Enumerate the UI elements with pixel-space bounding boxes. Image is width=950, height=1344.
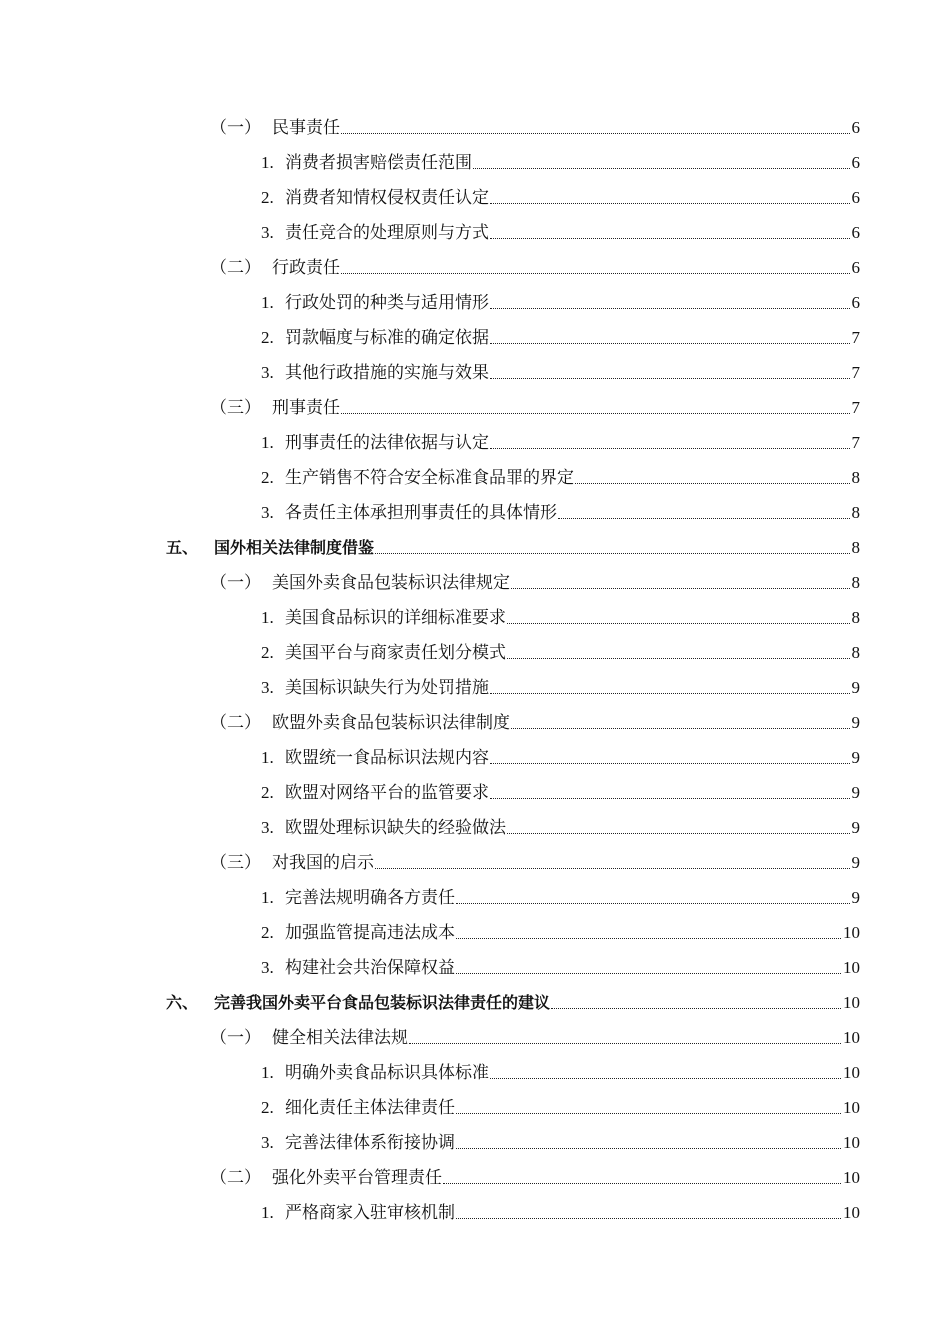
toc-entry-label — [210, 853, 852, 873]
toc-entry-label — [261, 783, 852, 803]
dot-leader — [456, 903, 850, 904]
toc-entry-number: 2. — [261, 783, 274, 802]
toc-entry-title: 行政责任 — [272, 258, 340, 278]
dot-leader — [409, 1043, 841, 1044]
toc-entry[interactable] — [0, 143, 950, 178]
dot-leader — [456, 1148, 841, 1149]
toc-entry-label — [261, 153, 852, 173]
toc-entry-title: 细化责任主体法律责任 — [285, 1098, 455, 1118]
toc-entry-page-number: 6 — [851, 118, 860, 137]
dot-leader — [558, 518, 850, 519]
dot-leader — [341, 133, 850, 134]
toc-entry-label — [261, 503, 852, 523]
toc-entry-page-number: 8 — [851, 573, 860, 592]
toc-entry-label — [261, 433, 852, 453]
toc-entry-title: 完善我国外卖平台食品包装标识法律责任的建议 — [214, 993, 551, 1012]
toc-entry-number: 2. — [261, 188, 274, 207]
toc-entry-title: 欧盟外卖食品包装标识法律制度 — [272, 713, 510, 733]
toc-entry-title: 其他行政措施的实施与效果 — [285, 363, 489, 383]
dot-leader — [490, 448, 850, 449]
dot-leader — [473, 168, 850, 169]
toc-entry-page-number: 10 — [843, 1028, 860, 1047]
toc-entry[interactable] — [0, 528, 950, 563]
toc-entry-label — [261, 1203, 843, 1223]
dot-leader — [511, 728, 850, 729]
toc-entry-number: 3. — [261, 678, 274, 697]
toc-entry-number: 2. — [261, 923, 274, 942]
toc-entry-title: 民事责任 — [272, 118, 340, 138]
toc-entry-number: （一） — [210, 573, 261, 593]
toc-entry-label — [261, 293, 852, 313]
toc-entry[interactable] — [0, 108, 950, 143]
toc-entry-number: （一） — [210, 1028, 261, 1048]
toc-entry-page-number: 10 — [843, 1133, 860, 1152]
toc-entry-label — [261, 958, 843, 978]
toc-entry[interactable] — [0, 808, 950, 843]
toc-entry[interactable] — [0, 458, 950, 493]
toc-entry-page-number: 8 — [851, 643, 860, 662]
toc-entry[interactable] — [0, 773, 950, 808]
toc-entry-number: 1. — [261, 1063, 274, 1082]
toc-entry-page-number: 8 — [851, 538, 860, 557]
toc-entry-label — [166, 993, 843, 1013]
dot-leader — [375, 553, 849, 554]
dot-leader — [507, 623, 850, 624]
toc-entry-number: 1. — [261, 433, 274, 452]
dot-leader — [490, 238, 850, 239]
toc-entry-page-number: 7 — [851, 363, 860, 382]
toc-entry-number: （三） — [210, 398, 261, 418]
toc-entry-title: 美国标识缺失行为处罚措施 — [285, 678, 489, 698]
toc-entry-number: 1. — [261, 293, 274, 312]
toc-entry[interactable] — [0, 633, 950, 668]
toc-entry-number: 1. — [261, 1203, 274, 1222]
dot-leader — [507, 833, 850, 834]
toc-entry-number: 3. — [261, 223, 274, 242]
toc-entry-number: 3. — [261, 1133, 274, 1152]
toc-entry-title: 明确外卖食品标识具体标准 — [285, 1063, 489, 1083]
toc-entry-page-number: 9 — [851, 783, 860, 802]
toc-entry[interactable] — [0, 843, 950, 878]
toc-entry[interactable] — [0, 563, 950, 598]
toc-entry-number: 3. — [261, 958, 274, 977]
toc-entry[interactable] — [0, 388, 950, 423]
toc-entry-title: 刑事责任的法律依据与认定 — [285, 433, 489, 453]
toc-entry-title: 罚款幅度与标准的确定依据 — [285, 328, 489, 348]
dot-leader — [375, 868, 850, 869]
toc-entry-title: 构建社会共治保障权益 — [285, 958, 455, 978]
toc-entry-page-number: 6 — [851, 188, 860, 207]
dot-leader — [490, 343, 850, 344]
toc-entry-title: 美国平台与商家责任划分模式 — [285, 643, 506, 663]
dot-leader — [456, 1113, 841, 1114]
toc-entry-label — [261, 1098, 843, 1118]
toc-entry-page-number: 10 — [843, 993, 860, 1012]
toc-entry-number: 2. — [261, 328, 274, 347]
toc-entry[interactable] — [0, 703, 950, 738]
toc-entry-title: 美国外卖食品包装标识法律规定 — [272, 573, 510, 593]
toc-entry-page-number: 9 — [851, 713, 860, 732]
toc-entry-page-number: 7 — [851, 328, 860, 347]
toc-entry[interactable] — [0, 668, 950, 703]
toc-entry-page-number: 9 — [851, 853, 860, 872]
toc-entry-number: 1. — [261, 608, 274, 627]
dot-leader — [490, 1078, 841, 1079]
toc-entry-title: 强化外卖平台管理责任 — [272, 1168, 442, 1188]
dot-leader — [490, 798, 850, 799]
toc-entry-title: 责任竞合的处理原则与方式 — [285, 223, 489, 243]
toc-entry-page-number: 10 — [843, 1168, 860, 1187]
toc-entry-label — [210, 258, 852, 278]
toc-entry[interactable] — [0, 493, 950, 528]
toc-entry-label — [261, 923, 843, 943]
toc-entry-label — [210, 1168, 843, 1188]
toc-entry-page-number: 6 — [851, 293, 860, 312]
toc-entry[interactable] — [0, 598, 950, 633]
dot-leader — [507, 658, 850, 659]
toc-entry[interactable] — [0, 1123, 950, 1158]
toc-entry[interactable] — [0, 423, 950, 458]
toc-entry-label — [261, 643, 852, 663]
toc-entry-number: 六、 — [166, 993, 199, 1012]
toc-entry[interactable] — [0, 878, 950, 913]
toc-entry-label — [210, 398, 852, 418]
toc-entry-page-number: 9 — [851, 678, 860, 697]
toc-entry-number: （二） — [210, 258, 261, 278]
toc-entry-number: 3. — [261, 818, 274, 837]
toc-entry-page-number: 8 — [851, 468, 860, 487]
dot-leader — [490, 308, 850, 309]
toc-entry-label — [261, 678, 852, 698]
toc-entry-number: 1. — [261, 153, 274, 172]
toc-entry[interactable] — [0, 213, 950, 248]
toc-entry[interactable] — [0, 1158, 950, 1193]
toc-entry-title: 各责任主体承担刑事责任的具体情形 — [285, 503, 557, 523]
toc-entry-label — [210, 1028, 843, 1048]
toc-entry-title: 刑事责任 — [272, 398, 340, 418]
toc-entry-label — [261, 1133, 843, 1153]
toc-entry-label — [261, 818, 852, 838]
toc-entry[interactable] — [0, 318, 950, 353]
toc-entry-number: 五、 — [166, 538, 199, 557]
toc-entry-title: 行政处罚的种类与适用情形 — [285, 293, 489, 313]
toc-entry-page-number: 7 — [851, 433, 860, 452]
toc-entry-title: 美国食品标识的详细标准要求 — [285, 608, 506, 628]
toc-entry-page-number: 9 — [851, 888, 860, 907]
toc-entry-title: 严格商家入驻审核机制 — [285, 1203, 455, 1223]
toc-entry-label — [261, 1063, 843, 1083]
toc-entry[interactable] — [0, 353, 950, 388]
dot-leader — [456, 973, 841, 974]
toc-entry-label — [166, 538, 852, 558]
toc-entry-title: 欧盟对网络平台的监管要求 — [285, 783, 489, 803]
dot-leader — [456, 1218, 841, 1219]
dot-leader — [575, 483, 850, 484]
toc-entry-page-number: 6 — [851, 153, 860, 172]
toc-entry-number: （二） — [210, 1168, 261, 1188]
toc-entry[interactable] — [0, 913, 950, 948]
toc-entry-number: （二） — [210, 713, 261, 733]
toc-entry[interactable] — [0, 1053, 950, 1088]
toc-entry[interactable] — [0, 1193, 950, 1228]
dot-leader — [511, 588, 850, 589]
toc-entry-number: 1. — [261, 888, 274, 907]
toc-entry-page-number: 10 — [843, 1063, 860, 1082]
toc-entry-title: 健全相关法律法规 — [272, 1028, 408, 1048]
toc-entry-title: 完善法规明确各方责任 — [285, 888, 455, 908]
toc-entry[interactable] — [0, 948, 950, 983]
toc-entry-label — [261, 888, 852, 908]
toc-entry[interactable] — [0, 738, 950, 773]
toc-entry-label — [261, 468, 852, 488]
toc-entry-number: 3. — [261, 503, 274, 522]
toc-entry-number: （三） — [210, 853, 261, 873]
toc-entry-label — [261, 188, 852, 208]
toc-entry-label — [261, 608, 852, 628]
toc-entry-title: 消费者知情权侵权责任认定 — [285, 188, 489, 208]
toc-entry-label — [210, 713, 852, 733]
dot-leader — [490, 693, 850, 694]
toc-entry-label — [261, 363, 852, 383]
dot-leader — [490, 203, 850, 204]
toc-entry-title: 加强监管提高违法成本 — [285, 923, 455, 943]
toc-entry-page-number: 10 — [843, 1098, 860, 1117]
toc-entry-title: 欧盟统一食品标识法规内容 — [285, 748, 489, 768]
toc-entry-page-number: 6 — [851, 223, 860, 242]
toc-entry-page-number: 10 — [843, 958, 860, 977]
dot-leader — [490, 378, 850, 379]
dot-leader — [341, 413, 850, 414]
toc-entry-title: 国外相关法律制度借鉴 — [214, 538, 375, 557]
toc-entry[interactable] — [0, 1088, 950, 1123]
toc-entry-number: 3. — [261, 363, 274, 382]
toc-entry[interactable] — [0, 178, 950, 213]
toc-entry[interactable] — [0, 983, 950, 1018]
toc-entry[interactable] — [0, 1018, 950, 1053]
toc-entry-label — [261, 223, 852, 243]
toc-entry-page-number: 6 — [851, 258, 860, 277]
toc-entry-label — [210, 573, 852, 593]
toc-entry-number: 2. — [261, 643, 274, 662]
toc-entry[interactable] — [0, 248, 950, 283]
toc-entry-page-number: 10 — [843, 923, 860, 942]
dot-leader — [443, 1183, 841, 1184]
dot-leader — [456, 938, 841, 939]
table-of-contents — [0, 108, 950, 1228]
toc-entry-page-number: 7 — [851, 398, 860, 417]
dot-leader — [341, 273, 850, 274]
toc-entry-label — [261, 328, 852, 348]
toc-entry-number: 2. — [261, 468, 274, 487]
toc-entry[interactable] — [0, 283, 950, 318]
toc-entry-number: （一） — [210, 118, 261, 138]
toc-entry-number: 1. — [261, 748, 274, 767]
toc-entry-page-number: 8 — [851, 608, 860, 627]
toc-entry-label — [210, 118, 852, 138]
toc-entry-number: 2. — [261, 1098, 274, 1117]
toc-entry-page-number: 9 — [851, 818, 860, 837]
toc-entry-title: 对我国的启示 — [272, 853, 374, 873]
dot-leader — [551, 1008, 841, 1009]
toc-entry-title: 完善法律体系衔接协调 — [285, 1133, 455, 1153]
toc-entry-title: 欧盟处理标识缺失的经验做法 — [285, 818, 506, 838]
toc-entry-page-number: 10 — [843, 1203, 860, 1222]
toc-entry-page-number: 8 — [851, 503, 860, 522]
toc-entry-title: 生产销售不符合安全标准食品罪的界定 — [285, 468, 574, 488]
toc-entry-title: 消费者损害赔偿责任范围 — [285, 153, 472, 173]
toc-entry-label — [261, 748, 852, 768]
toc-entry-page-number: 9 — [851, 748, 860, 767]
dot-leader — [490, 763, 850, 764]
